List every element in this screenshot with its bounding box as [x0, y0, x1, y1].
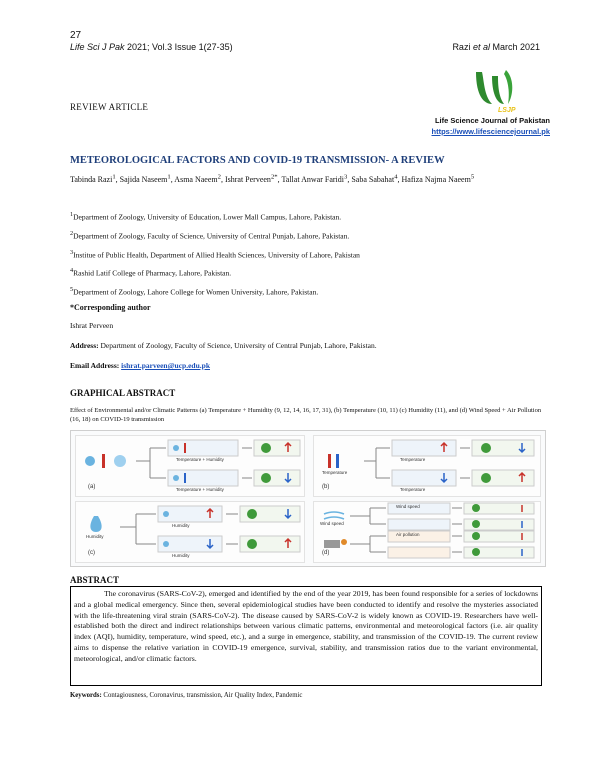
lsjp-logo-icon [470, 66, 522, 114]
journal-name: Life Science Journal of Pakistan [434, 116, 550, 125]
graphical-abstract-heading: GRAPHICAL ABSTRACT [70, 388, 176, 398]
corresponding-heading: *Corresponding author [70, 303, 151, 312]
graphical-abstract-figure [70, 430, 546, 567]
journal-reference [70, 42, 233, 52]
panel-d-bottom-caption: Air pollution [396, 532, 420, 537]
panel-b-diagram [314, 436, 540, 496]
panel-b-label: (b) [322, 484, 330, 490]
corresponding-address: Address: Department of Zoology, Faculty of Science, University of Central Punjab, Lahore, Pakistan. [70, 341, 377, 350]
article-title: METEOROLOGICAL FACTORS AND COVID-19 TRANSMISSION- A REVIEW [70, 155, 445, 166]
keywords: Keywords: Contagiousness, Coronavirus, transmission, Air Quality Index, Pandemic [70, 692, 303, 699]
panel-c-left-caption: Humidity [86, 534, 104, 539]
affiliation: $^3$Institue of Public Health, Department of Allied Health Sciences, University of Lahore, Pakistan [70, 249, 360, 260]
email-link[interactable]: ishrat.parveen@ucp.edu.pk [121, 361, 210, 370]
graphical-abstract-caption: Effect of Environmental and/or Climatic Patterns (a) Temperature + Humidity (9, 12, 14, 16, 17, 31), (b) Temperature (10, 11) (c) Humidity (11), and (d) Wind Speed + Air Pollution (16, 18) on COVID-19 transmission [70, 407, 542, 423]
panel-c-top-caption: Humidity [172, 523, 190, 528]
journal-volume: 2021; Vol.3 Issue 1(27-35) [124, 42, 233, 52]
panel-d-diagram [314, 502, 540, 562]
author: Tallat Anwar Faridi$^3$, [281, 173, 352, 184]
page-number: 27 [70, 30, 82, 41]
abstract-heading: ABSTRACT [70, 575, 120, 585]
affiliation: $^2$Department of Zoology, Faculty of Science, University of Central Punjab, Lahore, Pakistan. [70, 230, 350, 241]
panel-c-diagram [76, 502, 304, 562]
panel-d-top-caption: Wind speed [396, 504, 420, 509]
panel-b-top-caption: Temperature [400, 457, 426, 462]
figure-panel-c [75, 501, 305, 563]
panel-d-label: (d) [322, 550, 330, 556]
panel-a-label: (a) [88, 484, 96, 490]
figure-panel-b [313, 435, 541, 497]
affiliation: $^5$Department of Zoology, Lahore College for Women University, Lahore, Pakistan. [70, 286, 319, 297]
author: Sajida Naseem$^1$, [119, 173, 175, 184]
running-header [452, 42, 540, 52]
running-author: Razi [452, 42, 473, 52]
author: Saba Sabahat$^4$, [351, 173, 402, 184]
affiliation: $^4$Rashid Latif College of Pharmacy, Lahore, Pakistan. [70, 267, 232, 278]
author: Hafiza Najma Naeem$^5$ [401, 173, 475, 184]
author: Asma Naeem$^2$, [174, 173, 225, 184]
article-type: REVIEW ARTICLE [70, 102, 149, 112]
journal-logo [470, 66, 522, 114]
panel-c-bottom-caption: Humidity [172, 553, 190, 558]
corresponding-email: Email Address: ishrat.parveen@ucp.edu.pk [70, 361, 210, 370]
author: Tabinda Razi$^1$, [70, 173, 120, 184]
abstract-box [70, 586, 542, 686]
panel-d-left-caption: Wind speed [320, 521, 344, 526]
panel-c-label: (c) [88, 550, 95, 556]
figure-panel-a [75, 435, 305, 497]
panel-a-bottom-caption: Temperature + Humidity [176, 487, 224, 492]
corresponding-name: Ishrat Perveen [70, 321, 114, 330]
author-list [70, 173, 550, 184]
affiliation: $^1$Department of Zoology, University of Education, Lower Mall Campus, Lahore, Pakistan. [70, 211, 342, 222]
panel-a-top-caption: Temperature + Humidity [176, 457, 224, 462]
abstract-text: The coronavirus (SARS-CoV-2), emerged and identified by the end of the year 2019, has been found responsible for a series of lockdowns and a global medical emergency. Since then, several epidemiological studies have been conducted to identify and resolve the mysteries associated with the life-threatening viral strain (SARS-CoV-2). The disease caused by SARS-CoV-2 is widely known as COVID-19. Researchers have well-established both the direct and indirect relationships between various climatic patterns, environmental and meteorological factors (i.e. air quality index (AQI), humidity, temperature, wind speed, etc.), and a surge in emergence, stability, and transmission of the COVID-19. The current review aims to dispense the relative variation in COVID-19 emergence, survival, stability, and transmission ratios due to the variant environmental, meteorological, and/or climatic factors. [74, 589, 538, 663]
running-etal: et al [472, 42, 490, 52]
logo-text: LSJP [498, 107, 516, 114]
panel-b-left-caption: Temperature [322, 470, 348, 475]
figure-panel-d [313, 501, 541, 563]
running-date: March 2021 [489, 42, 540, 52]
journal-abbrev: Life Sci J Pak [70, 42, 125, 52]
panel-b-bottom-caption: Temperature [400, 487, 426, 492]
author: Ishrat Perveen$^{2*}$, [224, 173, 282, 184]
journal-url-link[interactable]: https://www.lifesciencejournal.pk [431, 127, 550, 136]
